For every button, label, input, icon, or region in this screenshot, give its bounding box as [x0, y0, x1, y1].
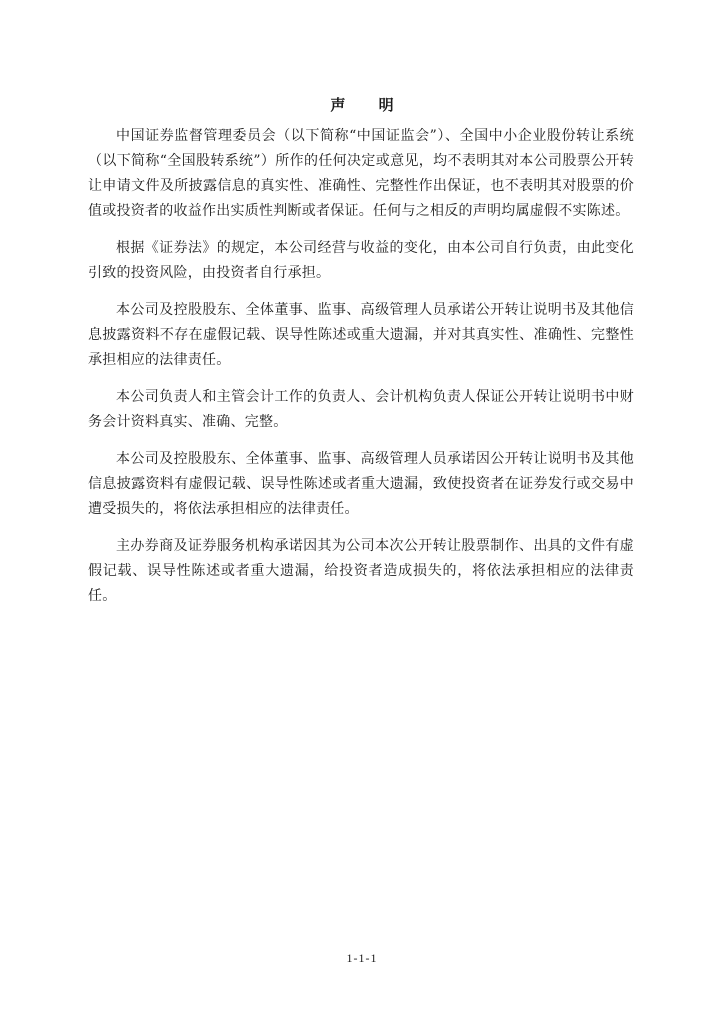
document-body [88, 124, 634, 621]
paragraph-company-commitment: 本公司及控股股东、全体董事、监事、高级管理人员承诺公开转让说明书及其他信息披露资料不存在虚假记载、误导性陈述或重大遗漏，并对其真实性、准确性、完整性承担相应的法律责任。 [88, 302, 634, 368]
page-number: 1-1-1 [346, 951, 378, 965]
paragraph-disclaimer-regulators: 中国证券监督管理委员会（以下简称“中国证监会”）、全国中小企业股份转让系统（以下简称“全国股转系统”）所作的任何决定或意见，均不表明其对本公司股票公开转让申请文件及所披露信息的真实性、准确性、完整性作出保证，也不表明其对股票的价值或投资者的收益作出实质性判断或者保证。任何与之相反的声明均属虚假不实陈述。 [88, 128, 634, 219]
paragraph-broker-commitment: 主办券商及证券服务机构承诺因其为公司本次公开转让股票制作、出具的文件有虚假记载、误导性陈述或者重大遗漏，给投资者造成损失的，将依法承担相应的法律责任。 [88, 538, 634, 604]
paragraph-accounting-guarantee: 本公司负责人和主管会计工作的负责人、会计机构负责人保证公开转让说明书中财务会计资料真实、准确、完整。 [88, 389, 634, 430]
page-title: 声 明 [330, 96, 408, 114]
paragraph-securities-law: 根据《证券法》的规定，本公司经营与收益的变化，由本公司自行负责，由此变化引致的投资风险，由投资者自行承担。 [88, 240, 634, 281]
paragraph-liability-commitment: 本公司及控股股东、全体董事、监事、高级管理人员承诺因公开转让说明书及其他信息披露资料有虚假记载、误导性陈述或者重大遗漏，致使投资者在证券发行或交易中遭受损失的，将依法承担相应的法律责任。 [88, 451, 634, 517]
